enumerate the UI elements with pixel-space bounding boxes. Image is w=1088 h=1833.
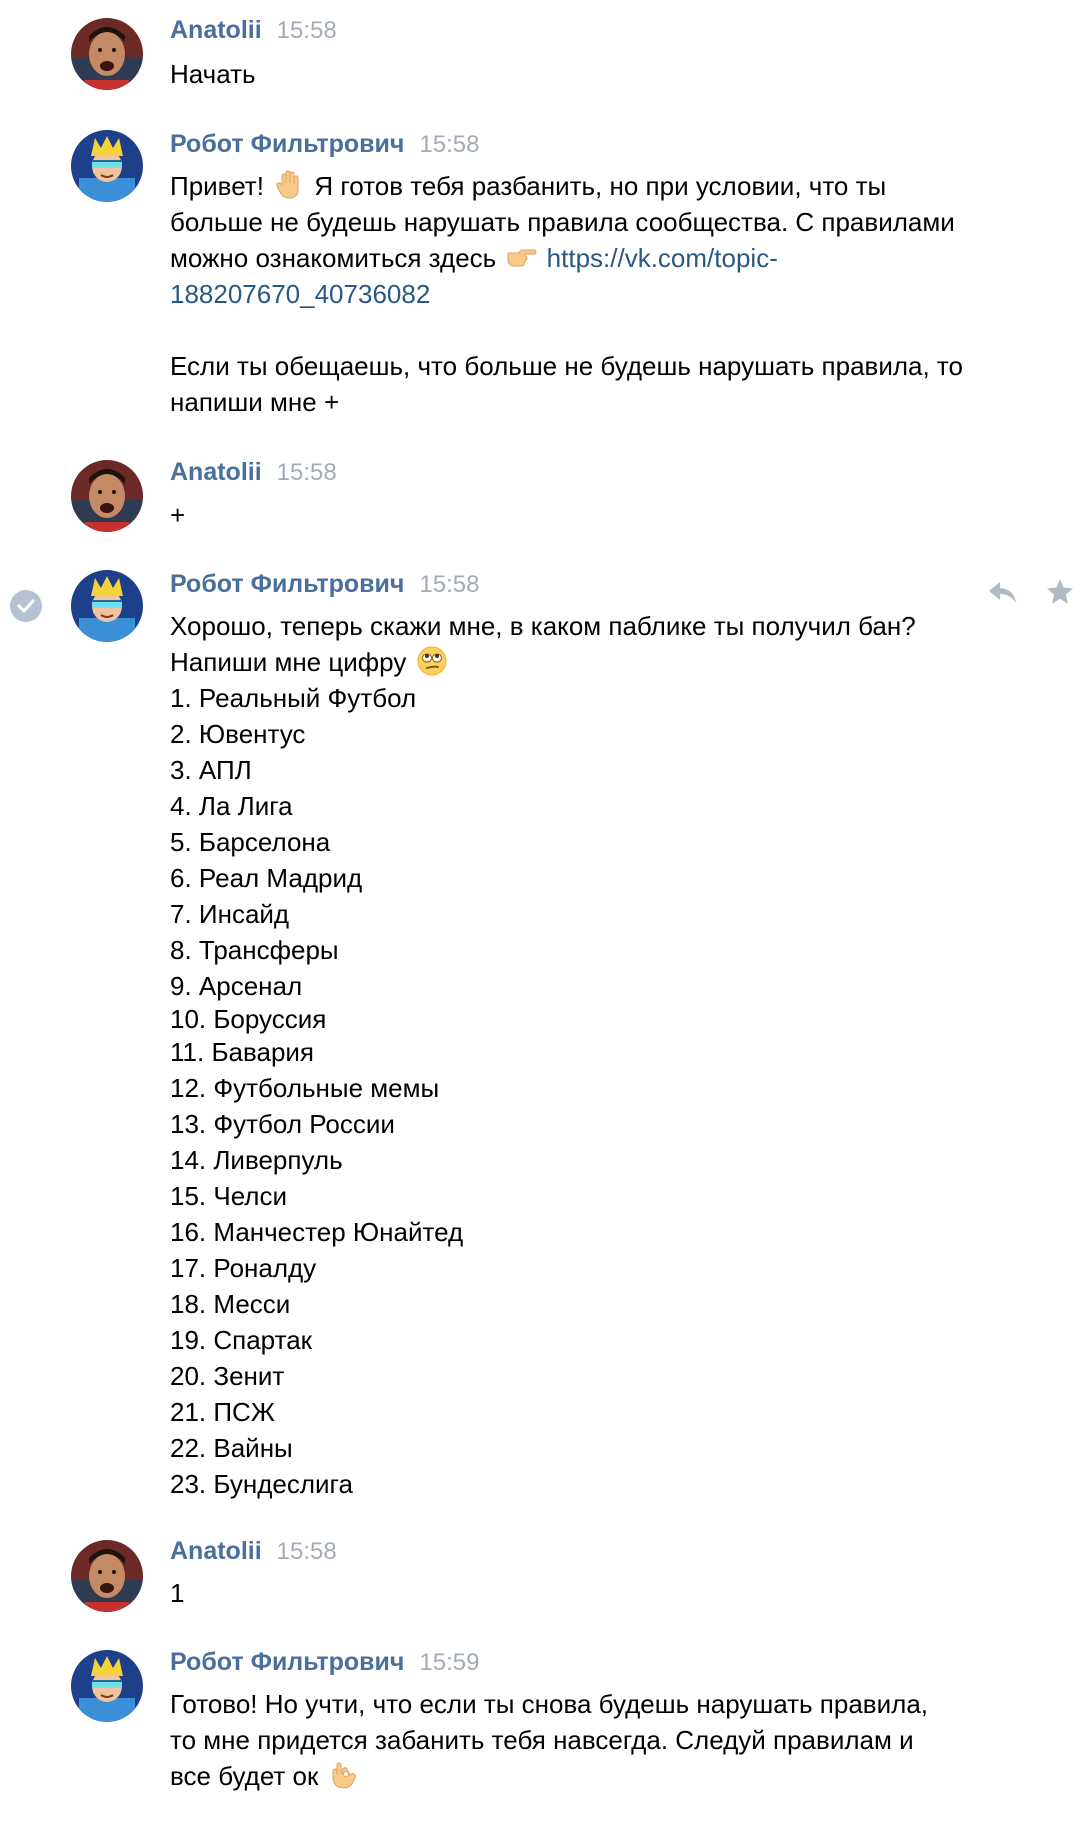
message-time[interactable]: 15:59 <box>419 1649 480 1676</box>
list-item: 13. Футбол России <box>170 1109 395 1139</box>
list-item: 14. Ливерпуль <box>170 1145 343 1175</box>
list-item: 2. Ювентус <box>170 719 306 749</box>
message-time[interactable]: 15:58 <box>419 131 480 158</box>
select-check-icon[interactable] <box>10 590 42 622</box>
list-item: 7. Инсайд <box>170 899 290 929</box>
list-item: 8. Трансферы <box>170 935 339 965</box>
list-item: 9. Арсенал <box>170 971 303 1001</box>
message-time[interactable]: 15:58 <box>276 17 337 44</box>
message-text: + <box>170 500 186 530</box>
author-name[interactable]: Робот Фильтрович <box>170 1648 405 1676</box>
message-time[interactable]: 15:58 <box>419 571 480 598</box>
list-item: 21. ПСЖ <box>170 1397 275 1427</box>
message-text: Начать <box>170 59 256 89</box>
list-item: 5. Барселона <box>170 827 331 857</box>
message-line <box>170 276 1020 312</box>
list-item: 6. Реал Мадрид <box>170 863 363 893</box>
empty-line <box>170 312 1020 348</box>
list-item: 15. Челси <box>170 1181 287 1211</box>
author-name[interactable]: Anatolii <box>170 16 262 44</box>
author-name[interactable]: Робот Фильтрович <box>170 570 405 598</box>
list-item: 11. Бавария <box>170 1037 315 1067</box>
message-line: Если ты обещаешь, что больше не будешь нарушать правила, то <box>170 351 964 381</box>
list-item: 3. АПЛ <box>170 755 252 785</box>
list-item: 22. Вайны <box>170 1433 293 1463</box>
avatar-anatolii[interactable] <box>71 1540 143 1612</box>
message-line: больше не будешь нарушать правила сообщества. С правилами <box>170 207 955 237</box>
message-text: Напиши мне цифру <box>170 647 407 677</box>
avatar-bot[interactable] <box>71 1650 143 1722</box>
avatar-anatolii[interactable] <box>71 18 143 90</box>
eye-roll-icon <box>416 645 448 677</box>
rules-link-continued[interactable]: 188207670_40736082 <box>170 279 431 309</box>
list-item: 1. Реальный Футбол <box>170 683 417 713</box>
raised-hand-icon <box>273 169 305 201</box>
avatar-bot[interactable] <box>71 570 143 642</box>
message-line: Хорошо, теперь скажи мне, в каком паблике ты получил бан? <box>170 611 916 641</box>
author-name[interactable]: Робот Фильтрович <box>170 130 405 158</box>
list-item: 19. Спартак <box>170 1325 313 1355</box>
list-item: 18. Месси <box>170 1289 291 1319</box>
list-item: 17. Роналду <box>170 1253 317 1283</box>
message-time[interactable]: 15:58 <box>276 1538 337 1565</box>
message-line: Готово! Но учти, что если ты снова будешь нарушать правила, <box>170 1689 928 1719</box>
list-item: 23. Бундеслига <box>170 1469 353 1499</box>
message-line: напиши мне + <box>170 387 340 417</box>
reply-icon[interactable] <box>986 576 1018 608</box>
public-list <box>170 680 1020 1502</box>
message-line <box>170 240 1020 276</box>
list-item: 12. Футбольные мемы <box>170 1073 440 1103</box>
rules-link[interactable]: https://vk.com/topic- <box>546 243 778 273</box>
message-text: можно ознакомиться здесь <box>170 243 497 273</box>
message-text: все будет ок <box>170 1761 319 1791</box>
list-item: 16. Манчестер Юнайтед <box>170 1217 464 1247</box>
ok-hand-icon <box>328 1759 360 1791</box>
message-time[interactable]: 15:58 <box>276 459 337 486</box>
avatar-anatolii[interactable] <box>71 460 143 532</box>
message-text: Привет! <box>170 171 264 201</box>
message-line <box>170 1758 1020 1794</box>
author-name[interactable]: Anatolii <box>170 1537 262 1565</box>
message-text: Я готов тебя разбанить, но при условии, что ты <box>314 171 887 201</box>
avatar-bot[interactable] <box>71 130 143 202</box>
author-name[interactable]: Anatolii <box>170 458 262 486</box>
message-text: 1 <box>170 1578 185 1608</box>
pointing-right-icon <box>505 241 537 273</box>
star-icon[interactable] <box>1044 576 1076 608</box>
list-item: 4. Ла Лига <box>170 791 293 821</box>
message-line <box>170 168 1020 204</box>
message-line <box>170 644 1020 680</box>
list-item: 10. Боруссия <box>170 1004 327 1034</box>
message-line: то мне придется забанить тебя навсегда. Следуй правилам и <box>170 1725 914 1755</box>
list-item: 20. Зенит <box>170 1361 285 1391</box>
